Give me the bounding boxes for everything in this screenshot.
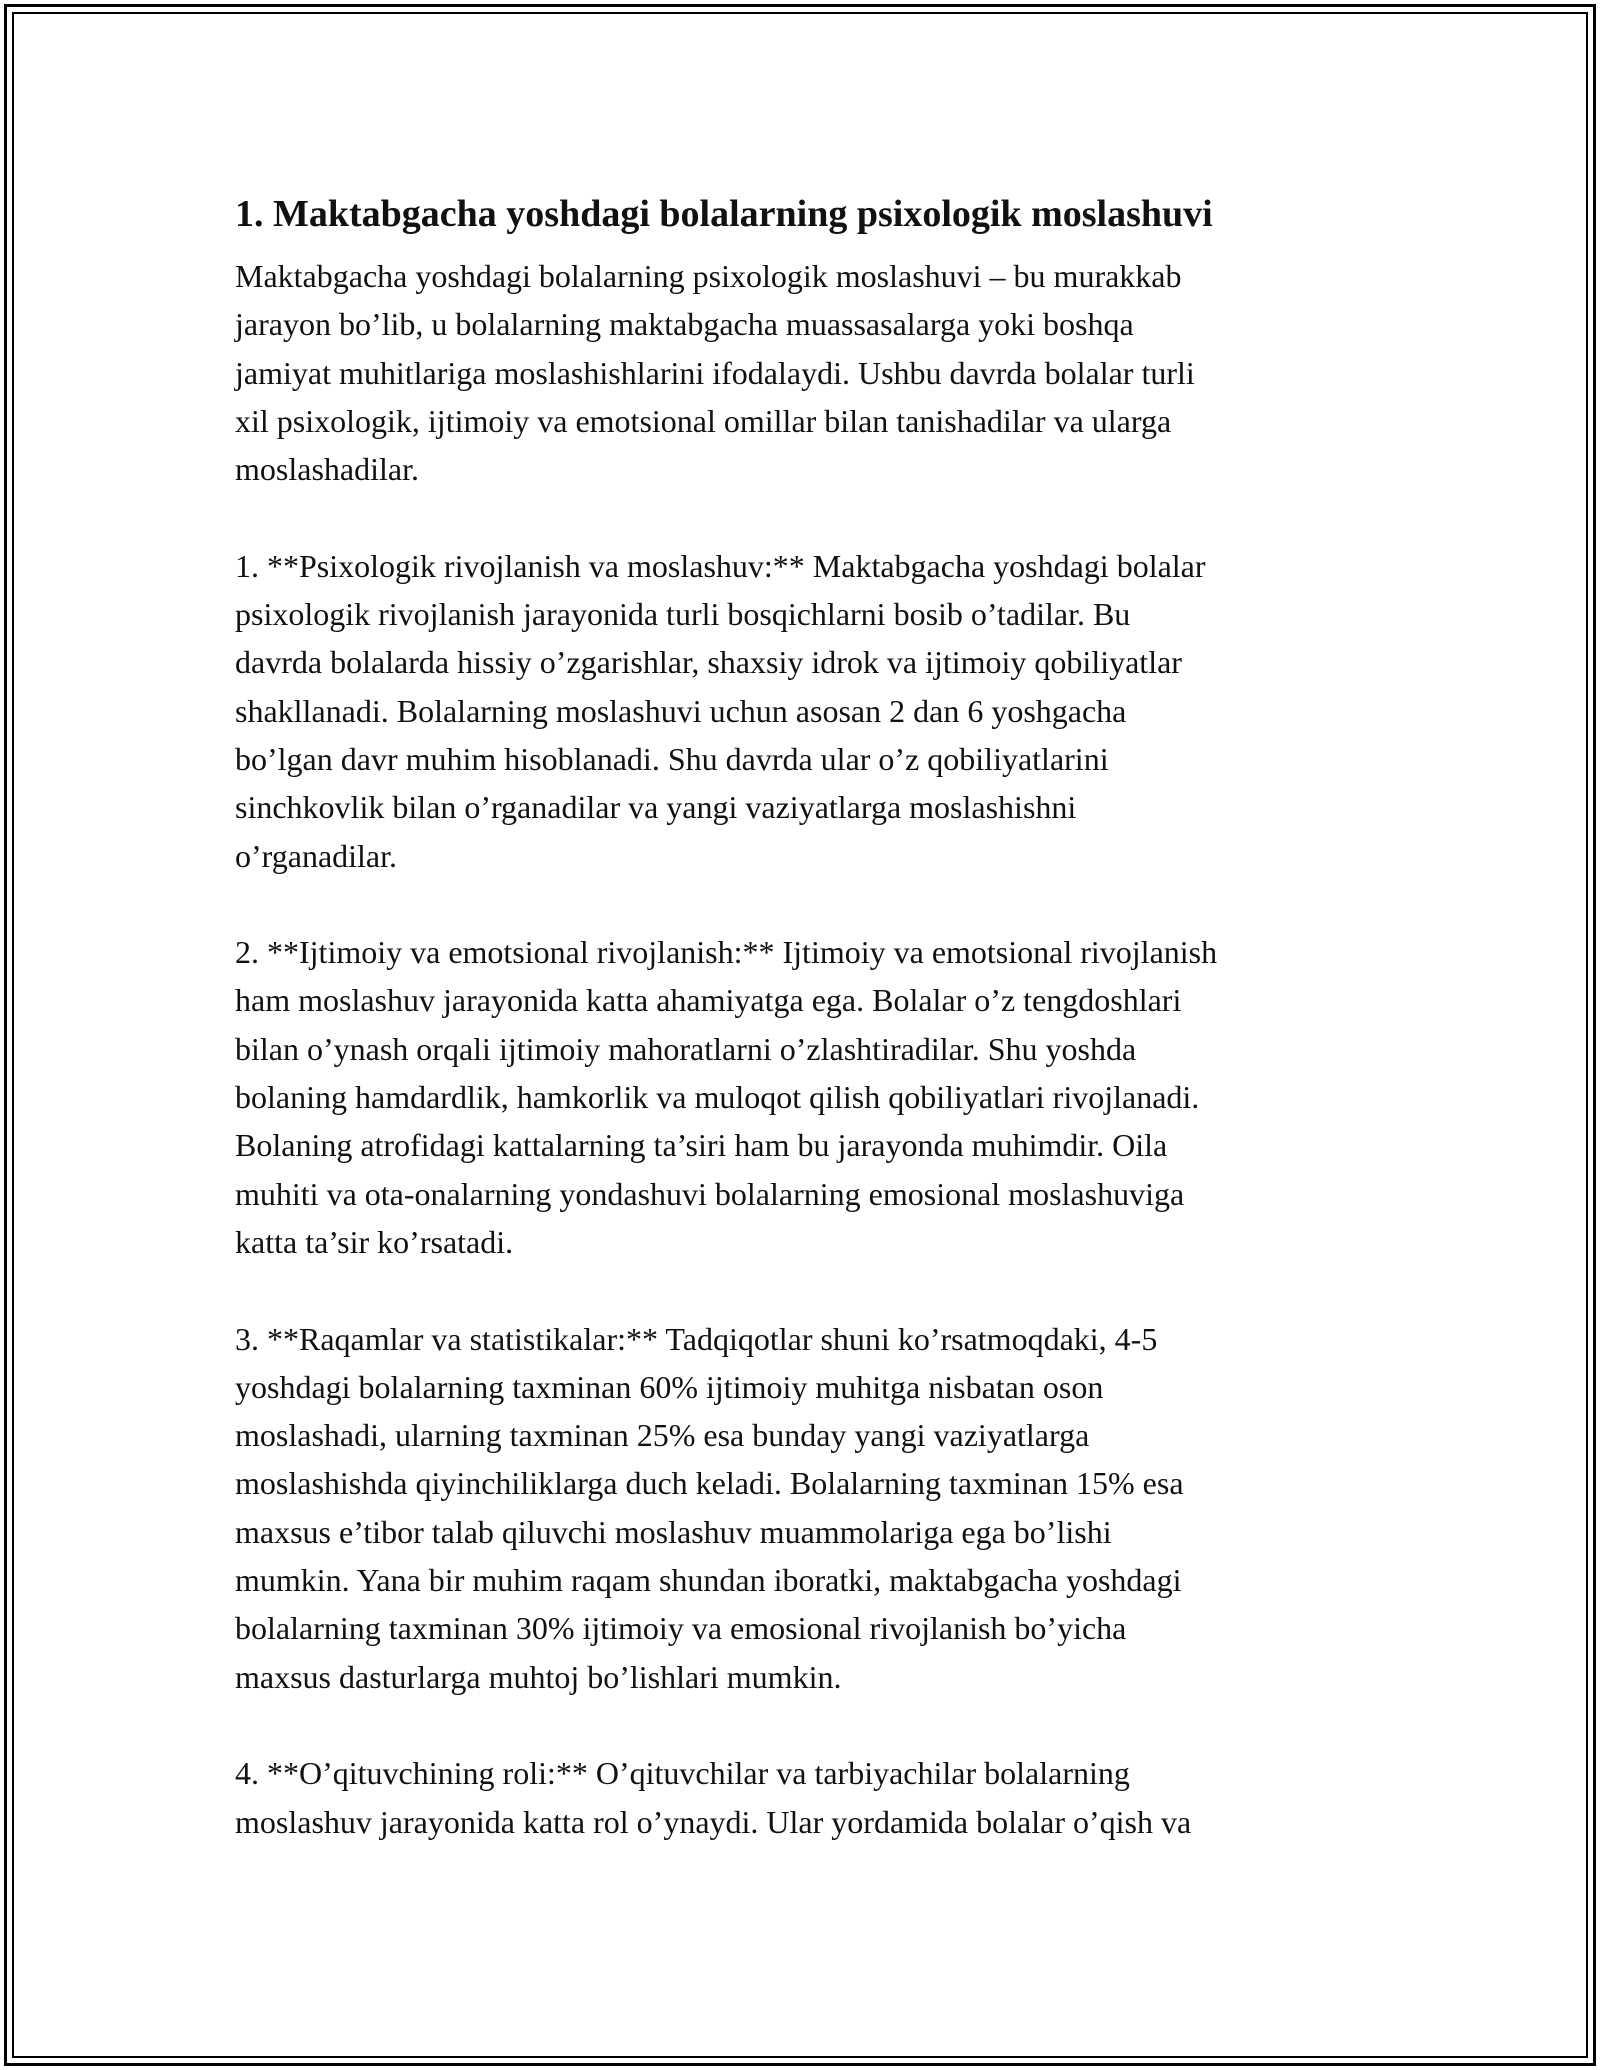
text-line: moslashuv jarayonida katta rol o’ynaydi. Ular yordamida bolalar o’qish va — [235, 1803, 1192, 1840]
text-line: mumkin. Yana bir muhim raqam shundan iboratki, maktabgacha yoshdagi — [235, 1562, 1182, 1599]
text-line: 4. **O’qituvchining roli:** O’qituvchilar va tarbiyachilar bolalarning — [235, 1755, 1130, 1792]
text-line: muhiti va ota-onalarning yondashuvi bolalarning emosional moslashuviga — [235, 1175, 1185, 1212]
text-line: xil psixologik, ijtimoiy va emotsional omillar bilan tanishadilar va ularga — [235, 402, 1172, 439]
text-line: sinchkovlik bilan o’rganadilar va yangi vaziyatlarga moslashishni — [235, 789, 1077, 826]
text-line: Bolaning atrofidagi kattalarning ta’siri ham bu jarayonda muhimdir. Oila — [235, 1127, 1168, 1164]
text-line: bolaning hamdardlik, hamkorlik va muloqot qilish qobiliyatlari rivojlanadi. — [235, 1079, 1200, 1116]
text-line: bilan o’ynash orqali ijtimoiy mahoratlarni o’zlashtiradilar. Shu yoshda — [235, 1030, 1137, 1067]
text-line: davrda bolalarda hissiy o’zgarishlar, shaxsiy idrok va ijtimoiy qobiliyatlar — [235, 644, 1182, 681]
text-line: psixologik rivojlanish jarayonida turli bosqichlarni bosib o’tadilar. Bu — [235, 596, 1131, 633]
text-line: 1. **Psixologik rivojlanish va moslashuv:** Maktabgacha yoshdagi bolalar — [235, 547, 1206, 584]
text-line: bolalarning taxminan 30% ijtimoiy va emosional rivojlanish bo’yicha — [235, 1610, 1127, 1647]
paragraph-3 — [235, 928, 1365, 1266]
text-line: katta ta’sir ko’rsatadi. — [235, 1223, 514, 1260]
paragraph-2 — [235, 542, 1365, 880]
document-title: 1. Maktabgacha yoshdagi bolalarning psixologik moslashuvi — [235, 193, 1213, 235]
text-line: shakllanadi. Bolalarning moslashuvi uchun asosan 2 dan 6 yoshgacha — [235, 692, 1127, 729]
text-line: maxsus dasturlarga muhtoj bo’lishlari mumkin. — [235, 1658, 842, 1695]
text-line: moslashadilar. — [235, 451, 419, 488]
paragraph-4 — [235, 1315, 1365, 1701]
paragraph-1 — [235, 252, 1365, 493]
text-line: ham moslashuv jarayonida katta ahamiyatga ega. Bolalar o’z tengdoshlari — [235, 982, 1182, 1019]
document-body — [235, 252, 1365, 1846]
text-line: moslashadi, ularning taxminan 25% esa bunday yangi vaziyatlarga — [235, 1417, 1090, 1454]
text-line: maxsus e’tibor talab qiluvchi moslashuv muammolariga ega bo’lishi — [235, 1513, 1112, 1550]
text-line: jamiyat muhitlariga moslashishlarini ifodalaydi. Ushbu davrda bolalar turli — [235, 354, 1195, 391]
text-line: Maktabgacha yoshdagi bolalarning psixologik moslashuvi – bu murakkab — [235, 258, 1182, 294]
document-page — [235, 184, 1365, 1894]
paragraph-5 — [235, 1749, 1365, 1846]
text-line: yoshdagi bolalarning taxminan 60% ijtimoiy muhitga nisbatan oson — [235, 1368, 1104, 1405]
text-line: moslashishda qiyinchiliklarga duch keladi. Bolalarning taxminan 15% esa — [235, 1465, 1184, 1502]
text-line: 2. **Ijtimoiy va emotsional rivojlanish:** Ijtimoiy va emotsional rivojlanish — [235, 934, 1218, 971]
text-line: jarayon bo’lib, u bolalarning maktabgacha muassasalarga yoki boshqa — [235, 306, 1134, 343]
text-line: 3. **Raqamlar va statistikalar:** Tadqiqotlar shuni ko’rsatmoqdaki, 4-5 — [235, 1320, 1158, 1357]
text-line: bo’lgan davr muhim hisoblanadi. Shu davrda ular o’z qobiliyatlarini — [235, 740, 1109, 777]
text-line: o’rganadilar. — [235, 837, 398, 874]
